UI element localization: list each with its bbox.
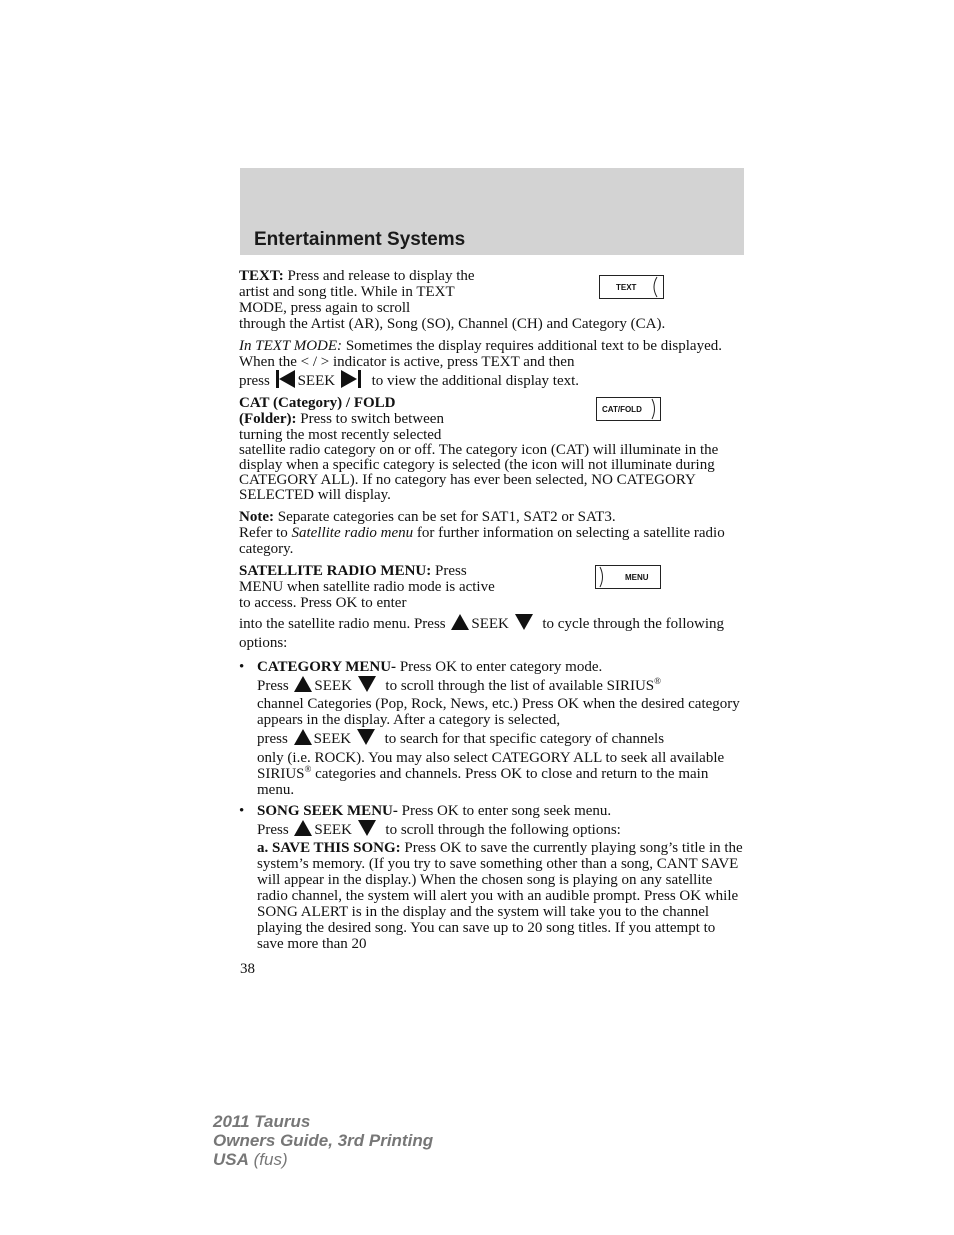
text-mode-paragraph: In TEXT MODE: Sometimes the display requires additional text to be displayed. When the < / > indicator is active, press TEXT and then press SEEK to view the additional display text. bbox=[239, 338, 722, 389]
page-number: 38 bbox=[240, 961, 255, 977]
page-content bbox=[239, 268, 745, 952]
satellite-radio-menu-reference: Satellite radio menu bbox=[291, 525, 414, 541]
catfold-button-icon: CAT/FOLD bbox=[596, 397, 661, 421]
up-arrow-icon bbox=[294, 820, 312, 836]
song-seek-menu-item: • SONG SEEK MENU- Press OK to enter song seek menu. Press SEEK to scroll through the following options: a. SAVE THIS SONG: Press OK to save the currently playing song’s title in the system’s memory. (If you try to save something other than a song, CANT SAVE will appear in the display.) When the chosen song is playing on any satellite radio channel, the system will alert you with an audible prompt. Press OK while SONG ALERT is in the display and the system will take you to the channel playing the desired song. You can save up to 20 song titles. If you attempt to save more than 20 bbox=[239, 803, 743, 952]
up-arrow-icon bbox=[294, 729, 312, 745]
seek-back-icon bbox=[276, 370, 296, 388]
category-menu-item: • CATEGORY MENU- Press OK to enter category mode. Press SEEK to scroll through the list of available SIRIUS® channel Categories (Pop, Rock, News, etc.) Press OK when the desired category appears in the display. After a category is selected, press SEEK to search for that specific category of channels only (i.e. ROCK). You may also select CATEGORY ALL to seek all available SIRIUS® categories and channels. Press OK to close and return to the main menu. bbox=[239, 659, 740, 798]
sat-menu-paragraph: SATELLITE RADIO MENU: Press MENU when satellite radio mode is active to access. Press OK to enter bbox=[239, 563, 495, 611]
note-paragraph: Note: Separate categories can be set for SAT1, SAT2 or SAT3. Refer to Satellite radio menu for further information on selecting a satellite radio category. bbox=[239, 509, 725, 557]
section-header-band bbox=[240, 168, 744, 255]
sat-menu-paragraph-cont: into the satellite radio menu. Press SEEK to cycle through the following options: bbox=[239, 616, 725, 651]
cat-paragraph-cont: satellite radio category on or off. The category icon (CAT) will illuminate in the display when a specific category is selected (the icon will not illuminate during CATEGORY ALL). If no category has ever been selected, NO CATEGORY SELECTED will display. bbox=[239, 442, 719, 503]
down-arrow-icon bbox=[357, 729, 375, 745]
down-arrow-icon bbox=[358, 676, 376, 692]
menu-button-icon: MENU bbox=[595, 565, 661, 589]
text-paragraph: TEXT: Press and release to display the artist and song title. While in TEXT MODE, press again to scroll bbox=[239, 268, 475, 316]
section-title: Entertainment Systems bbox=[254, 229, 466, 250]
up-arrow-icon bbox=[451, 614, 469, 630]
text-paragraph-cont: through the Artist (AR), Song (SO), Channel (CH) and Category (CA). bbox=[239, 316, 666, 332]
down-arrow-icon bbox=[358, 820, 376, 836]
up-arrow-icon bbox=[294, 676, 312, 692]
text-button-icon: TEXT bbox=[599, 275, 664, 299]
footer: 2011 Taurus Owners Guide, 3rd Printing USA (fus) bbox=[213, 1112, 434, 1169]
text-label: TEXT: bbox=[239, 268, 284, 284]
cat-paragraph: CAT (Category) / FOLD (Folder): Press to switch between turning the most recently selected bbox=[239, 395, 444, 443]
down-arrow-icon bbox=[515, 614, 533, 630]
seek-forward-icon bbox=[341, 370, 361, 388]
